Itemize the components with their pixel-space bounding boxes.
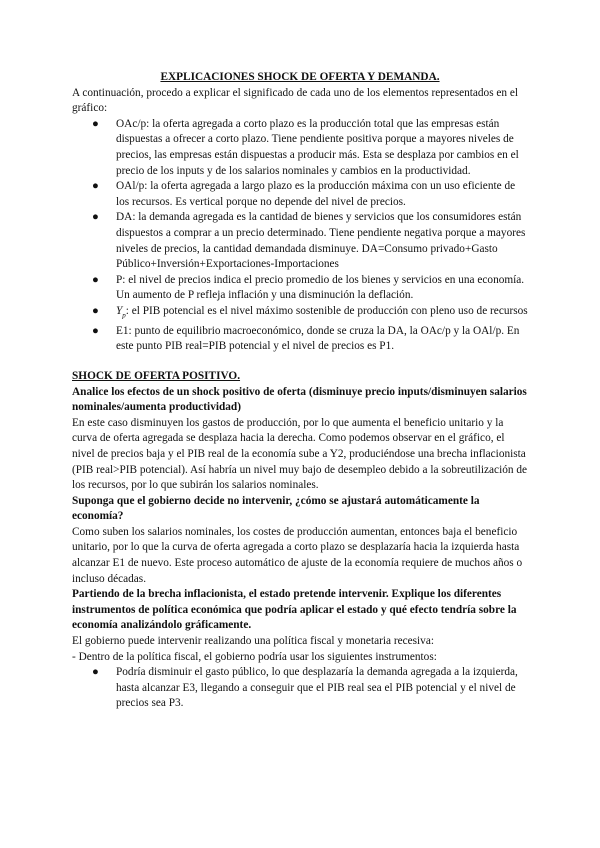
bullet-icon: ● (92, 666, 99, 679)
bullet-icon: ● (92, 180, 99, 193)
intro-paragraph: A continuación, procedo a explicar el significado de cada uno de los elementos representados en el gráfico: (72, 86, 519, 115)
definition-yp: : el PIB potencial es el nivel máximo sostenible de producción con pleno uso de recursos (125, 304, 528, 317)
bullet-icon: ● (92, 211, 99, 224)
bullet-icon: ● (92, 324, 99, 337)
bullet-icon: ● (92, 304, 99, 317)
definition-oalp: OAl/p: la oferta agregada a largo plazo es la producción máxima con un uso eficiente de los recursos. Es vertical porque no depende del nivel de precios. (116, 180, 516, 208)
list-item (92, 117, 528, 179)
question-2: Suponga que el gobierno decide no intervenir, ¿cómo se ajustará automáticamente la economía? (72, 494, 480, 523)
question-3: Partiendo de la brecha inflacionista, el estado pretende intervenir. Explique los diferentes instrumentos de política económica que podría aplicar el estado y qué efecto tendría sobre la economía analizándolo gráficamente. (72, 588, 517, 632)
definition-p: P: el nivel de precios indica el precio promedio de los bienes y servicios en una economía. Un aumento de P refleja inflación y una disminución la deflación. (116, 273, 525, 302)
definitions-list (72, 117, 528, 355)
list-item (92, 665, 528, 712)
fiscal-list (72, 665, 528, 712)
list-item (92, 273, 528, 304)
list-item (92, 179, 528, 210)
definition-oacp: OAc/p: la oferta agregada a corto plazo es la producción total que las empresas están dispuestas a ofrecer a corto plazo. Tiene pendiente positiva porque a mayores niveles de precios, las empresas están dispuestas a producir más. Esta se desplaza por cambios en el precio de los inputs y de los salarios nominales y cambios en la productividad. (116, 117, 519, 177)
definition-da: DA: la demanda agregada es la cantidad de bienes y servicios que los consumidores están dispuestos a comprar a un precio determinado. Tiene pendiente negativa porque a mayores niveles de precios, la cantidad demandada disminuye. DA=Consumo privado+Gasto Público+Inversión+Exportaciones-Importaciones (116, 211, 526, 271)
list-item (92, 210, 528, 272)
answer-3: El gobierno puede intervenir realizando una política fiscal y monetaria recesiva: (72, 635, 434, 648)
fiscal-item-1: Podría disminuir el gasto público, lo que desplazaría la demanda agregada a la izquierda, hasta alcanzar E3, llegando a conseguir que el PIB real sea el PIB potencial y el nivel de precios sea P3. (116, 666, 518, 710)
list-item (92, 324, 528, 355)
section-title: SHOCK DE OFERTA POSITIVO. (72, 369, 241, 382)
yp-symbol: $Y_p$ (116, 304, 126, 320)
answer-3-fiscal: - Dentro de la política fiscal, el gobierno podría usar los siguientes instrumentos: (72, 650, 437, 663)
answer-1: En este caso disminuyen los gastos de producción, por lo que aumenta el beneficio unitario y la curva de oferta agregada se desplaza hacia la derecha. Como podemos observar en el gráfico, el nivel de precios baja y el PIB real de la economía sube a Y2, produciéndose una brecha inflacionista (PIB real>PIB potencial). Así habría un nivel muy bajo de desempleo debido a la sobreutilización de los recursos, por lo que subirán los salarios nominales. (72, 416, 527, 492)
document-title: EXPLICACIONES SHOCK DE OFERTA Y DEMANDA. (160, 71, 440, 83)
definition-e1: E1: punto de equilibrio macroeconómico, donde se cruza la DA, la OAc/p y la OAl/p. En este punto PIB real=PIB potencial y el nivel de precios es P1. (116, 324, 520, 353)
question-1: Analice los efectos de un shock positivo de oferta (disminuye precio inputs/disminuyen salarios nominales/aumenta productividad) (72, 385, 527, 414)
list-item (92, 304, 528, 324)
bullet-icon: ● (92, 117, 99, 130)
answer-2: Como suben los salarios nominales, los costes de producción aumentan, entonces baja el beneficio unitario, por lo que la curva de oferta agregada a corto plazo se desplazaría hacia la izquierda hasta alcanzar E1 de nuevo. Este proceso automático de ajuste de la economía requiere de muchos años o incluso décadas. (72, 525, 523, 585)
bullet-icon: ● (92, 273, 99, 286)
